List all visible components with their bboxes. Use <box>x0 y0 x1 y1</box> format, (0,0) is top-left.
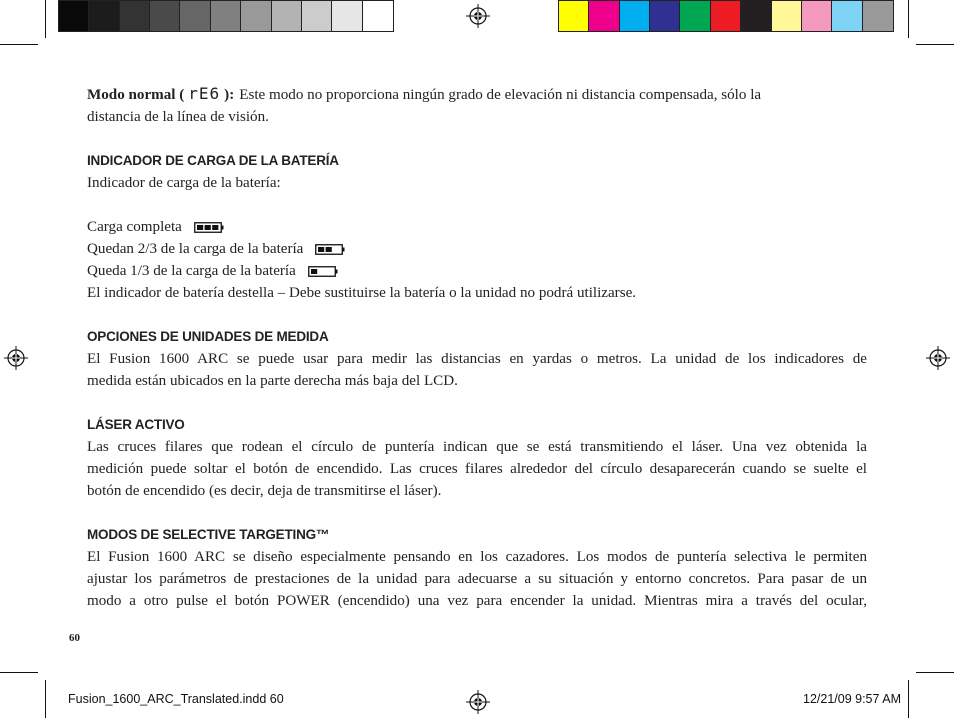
registration-mark-icon <box>466 4 490 28</box>
color-swatch <box>863 1 893 31</box>
color-swatch <box>802 1 832 31</box>
grayscale-color-bar <box>58 0 394 32</box>
battery-full-row <box>87 216 867 238</box>
crop-mark <box>45 680 46 718</box>
battery-flashing-text: El indicador de batería destella – Debe sustituirse la batería o la unidad no podrá utilizarse. <box>87 285 637 301</box>
color-swatch <box>211 1 241 31</box>
color-swatch <box>832 1 862 31</box>
color-swatch <box>180 1 210 31</box>
battery-two-thirds-label: Quedan 2/3 de la carga de la batería <box>87 241 304 257</box>
crop-mark <box>916 672 954 673</box>
color-swatch <box>620 1 650 31</box>
color-swatch <box>650 1 680 31</box>
battery-segment <box>197 225 203 230</box>
color-swatch <box>302 1 332 31</box>
process-color-bar <box>558 0 894 32</box>
modo-normal-paragraph <box>87 84 867 128</box>
battery-heading: INDICADOR DE CARGA DE LA BATERÍA <box>87 153 339 168</box>
modo-normal-label: Modo normal ( <box>87 87 185 103</box>
laser-text-3: botón de encendido (es decir, deja de transmitirse el láser). <box>87 483 442 499</box>
crop-mark <box>916 44 954 45</box>
battery-one-third-row <box>87 260 867 282</box>
page-content <box>87 84 867 612</box>
color-swatch <box>711 1 741 31</box>
color-swatch <box>272 1 302 31</box>
crop-mark <box>908 0 909 38</box>
selective-text-2: ajustar los parámetros de prestaciones de la unidad para adecuarse a su situación y entorno concretos. Para pasar de un <box>87 571 867 587</box>
units-text-1: El Fusion 1600 ARC se puede usar para medir las distancias en yardas o metros. La unidad de los indicadores de <box>87 351 867 367</box>
battery-segment <box>204 225 210 230</box>
color-swatch <box>363 1 393 31</box>
crop-mark <box>45 0 46 38</box>
units-text-2: medida están ubicados en la parte derecha más baja del LCD. <box>87 373 458 389</box>
color-swatch <box>589 1 619 31</box>
battery-segment <box>311 269 317 274</box>
laser-text-1: Las cruces filares que rodean el círculo de puntería indican que se está transmitiendo el láser. Una vez obtenida la <box>87 439 867 455</box>
laser-text-2: medición puede soltar el botón de encendido. Las cruces filares alrededor del círculo desaparecerán cuando se suelte el <box>87 461 867 477</box>
color-swatch <box>120 1 150 31</box>
battery-segment <box>212 225 218 230</box>
units-heading: OPCIONES DE UNIDADES DE MEDIDA <box>87 329 329 344</box>
battery-segment <box>318 247 324 252</box>
battery-one-third-icon <box>308 266 338 277</box>
registration-mark-icon <box>466 690 490 714</box>
battery-full-icon <box>194 222 224 233</box>
battery-two-thirds-icon <box>315 244 345 255</box>
date-slug: 12/21/09 9:57 AM <box>803 692 901 706</box>
color-swatch <box>772 1 802 31</box>
modo-normal-label-close: ): <box>224 87 235 103</box>
color-swatch <box>559 1 589 31</box>
registration-mark-icon <box>4 346 28 370</box>
color-swatch <box>150 1 180 31</box>
color-swatch <box>241 1 271 31</box>
color-swatch <box>680 1 710 31</box>
battery-segment <box>326 247 332 252</box>
color-swatch <box>332 1 362 31</box>
battery-one-third-label: Queda 1/3 de la carga de la batería <box>87 263 296 279</box>
battery-full-label: Carga completa <box>87 219 182 235</box>
page-number: 60 <box>69 632 80 644</box>
selective-text-1: El Fusion 1600 ARC se diseño especialmente pensando en los cazadores. Los modos de puntería selectiva le permiten <box>87 549 867 565</box>
file-slug: Fusion_1600_ARC_Translated.indd 60 <box>68 692 284 706</box>
selective-text-3: modo a otro pulse el botón POWER (encendido) una vez para encender la unidad. Mientras mira a través del ocular, <box>87 593 867 609</box>
crop-mark <box>0 44 38 45</box>
registration-mark-icon <box>926 346 950 370</box>
laser-heading: LÁSER ACTIVO <box>87 417 185 432</box>
crop-mark <box>0 672 38 673</box>
selective-heading: MODOS DE SELECTIVE TARGETING™ <box>87 527 330 542</box>
battery-intro: Indicador de carga de la batería: <box>87 175 281 191</box>
crop-mark <box>908 680 909 718</box>
battery-two-thirds-row <box>87 238 867 260</box>
color-swatch <box>59 1 89 31</box>
lcd-symbol: rE6 <box>188 84 221 103</box>
color-swatch <box>89 1 119 31</box>
color-swatch <box>741 1 771 31</box>
modo-normal-text: Este modo no proporciona ningún grado de elevación ni distancia compensada, sólo la <box>239 87 762 103</box>
modo-normal-text-continued: distancia de la línea de visión. <box>87 109 269 125</box>
